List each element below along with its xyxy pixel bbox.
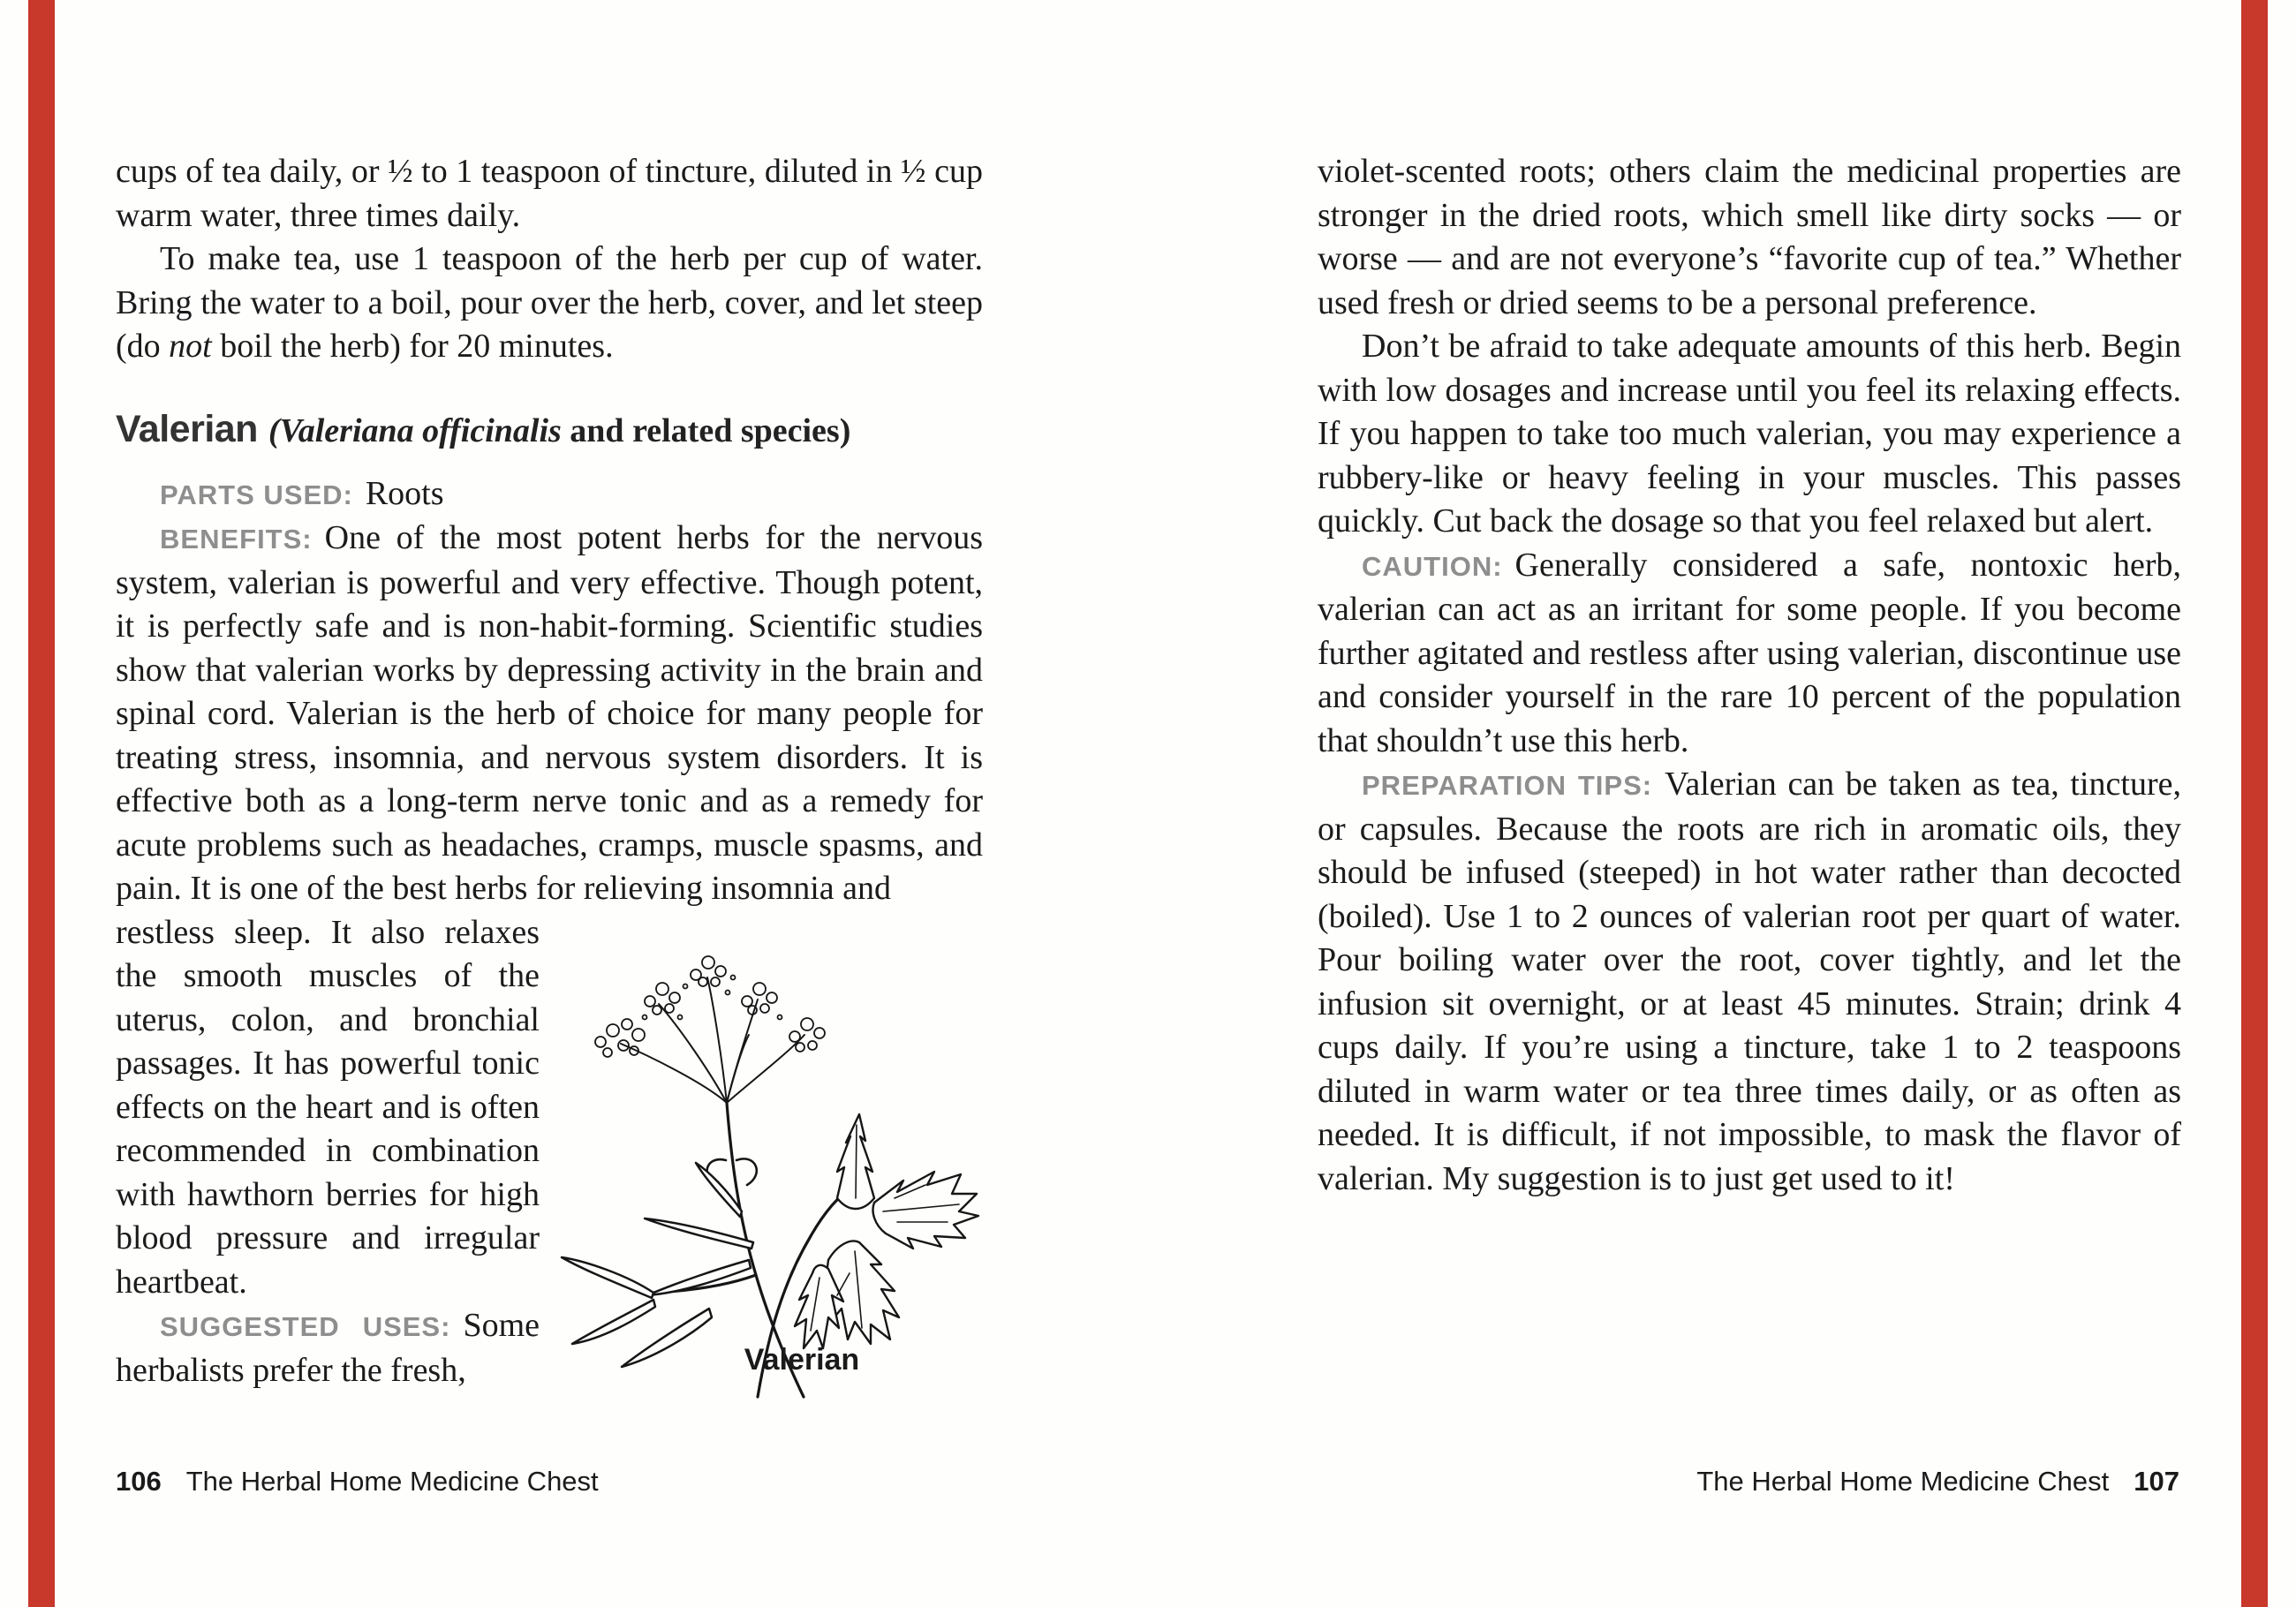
make-tea-paragraph: To make tea, use 1 teaspoon of the herb per cup of water. Bring the water to a boil, pour over the herb, cover, and let steep (do not boil the herb) for 20 minutes. xyxy=(116,240,983,365)
page-number-right: 107 xyxy=(2134,1466,2179,1497)
running-title-left: The Herbal Home Medicine Chest xyxy=(185,1466,599,1497)
valerian-plant-drawing xyxy=(546,894,1005,1404)
illustration-caption: Valerian xyxy=(744,1343,860,1377)
footer-left xyxy=(116,1466,599,1498)
parts-used-label: PARTS USED: xyxy=(160,479,353,510)
page-number-left: 106 xyxy=(116,1466,162,1497)
italic-not: not xyxy=(169,328,212,365)
footer-right xyxy=(1696,1466,2179,1498)
page-107-column xyxy=(1318,150,2181,1201)
preparation-tips-paragraph: PREPARATION TIPS: Valerian can be taken as tea, tincture, or capsules. Because the roots are rich in aromatic oils, they should be infused (steeped) in hot water rather than decocted (boiled). Use 1 to 2 ounces of valerian root per quart of water. Pour boiling water over the root, cover tightly, and let the infusion sit overnight, or at least 45 minutes. Strain; drink 4 cups daily. If you’re using a tincture, take 1 to 2 teaspoons diluted in warm water or tea three times daily, or as often as needed. It is difficult, if not impossible, to mask the flavor of valerian. My suggestion is to just get used to it! xyxy=(1318,766,2181,1197)
benefits-paragraph-wide: BENEFITS: One of the most potent herbs for the nervous system, valerian is powerful and very effective. Though potent, it is perfectly safe and is non-habit-forming. Scientific studies show that valerian works by depressing activity in the brain and spinal cord. Valerian is the herb of choice for many people for treating stress, insomnia, and nervous system disorders. It is effective both as a long-term nerve tonic and as a remedy for acute problems such as headaches, cramps, muscle spasms, and pain. It is one of the best herbs for relieving insomnia and xyxy=(116,519,983,907)
dosage-advice-paragraph: Don’t be afraid to take adequate amounts of this herb. Begin with low dosages and increase until you feel its relaxing effects. If you happen to take too much valerian, you may experience a rubbery-like or heavy feeling in your muscles. This passes quickly. Cut back the dosage so that you feel relaxed but alert. xyxy=(1318,328,2181,539)
latin-name: (Valeriana officinalis and related species) xyxy=(268,411,851,449)
dosage-continuation-paragraph: cups of tea daily, or ½ to 1 teaspoon of tincture, diluted in ½ cup warm water, three times daily. xyxy=(116,153,983,234)
valerian-illustration xyxy=(546,894,1005,1404)
page-edge-bar-left xyxy=(28,0,55,1607)
benefits-narrow-column xyxy=(116,911,540,1393)
suggested-uses-paragraph: SUGGESTED USES: Some herbalists prefer the fresh, xyxy=(116,1307,540,1389)
herb-entry-heading xyxy=(116,406,983,458)
preparation-tips-label: PREPARATION TIPS: xyxy=(1362,770,1653,801)
suggested-uses-label: SUGGESTED USES: xyxy=(160,1311,451,1342)
parts-used-value: Roots xyxy=(365,474,444,512)
page-edge-bar-right xyxy=(2241,0,2268,1607)
roots-continuation-paragraph: violet-scented roots; others claim the medicinal properties are stronger in the dried roots, which smell like dirty socks — or worse — and are not everyone’s “favorite cup of tea.” Whether used fresh or dried seems to be a personal preference. xyxy=(1318,153,2181,321)
parts-used-line xyxy=(116,472,983,517)
benefits-paragraph-narrow: restless sleep. It also relaxes the smooth muscles of the uterus, colon, and bronchial passages. It has powerful tonic effects on the heart and is often recommended in combination with hawthorn berries for high blood pressure and irregular heartbeat. xyxy=(116,913,540,1301)
caution-paragraph: CAUTION: Generally considered a safe, nontoxic herb, valerian can act as an irritant for some people. If you become further agitated and restless after using valerian, discontinue use and consider yourself in the rare 10 percent of the population that shouldn’t use this herb. xyxy=(1318,546,2181,759)
running-title-right: The Herbal Home Medicine Chest xyxy=(1696,1466,2110,1497)
benefits-label: BENEFITS: xyxy=(160,524,313,555)
herb-name: Valerian xyxy=(116,407,258,450)
caution-label: CAUTION: xyxy=(1362,550,1503,582)
